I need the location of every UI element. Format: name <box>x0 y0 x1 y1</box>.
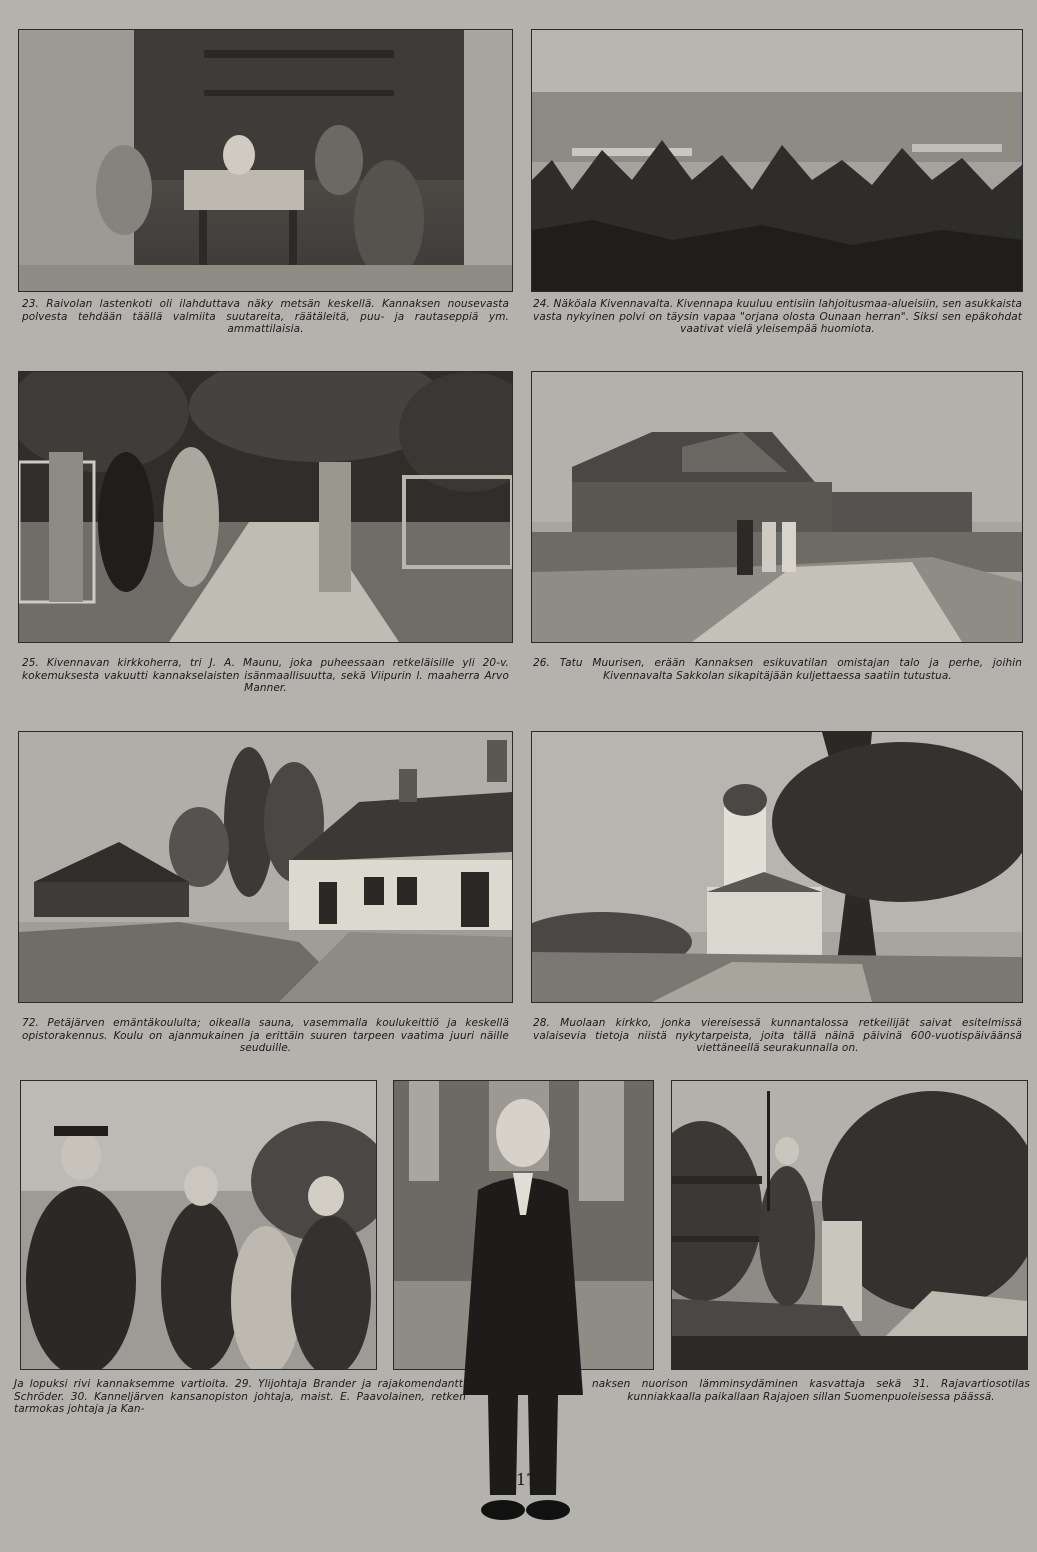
photo-29-group <box>20 1080 377 1370</box>
caption-25: 25. Kivennavan kirkkoherra, tri J. A. Maunu, joka puheessaan retkeläisille yli 20-v. kokemuksesta vakuutti kannakselaisten isänmaallisuutta, sekä Viipurin l. maaherra Arvo Manner. <box>22 657 509 694</box>
caption-26: 26. Tatu Muurisen, erään Kannaksen esikuvatilan omistajan talo ja perhe, joihin Kivennavalta Sakkolan sikapitäjään kuljettaessa saatiin tutustua. <box>533 657 1022 682</box>
caption-30-31-right: naksen nuorison lämminsydäminen kasvattaja sekä 31. Rajavartiosotilas kunniakkaalla paikallaan Rajajoen sillan Suomenpuoleisessa päässä. <box>592 1378 1030 1403</box>
photo-27-school <box>18 731 513 1003</box>
caption-29-30-left: Ja lopuksi rivi kannaksemme vartioita. 29. Ylijohtaja Brander ja rajakomendantti Schröder. 30. Kanneljärven kansanopiston johtaja, maist. E. Paavolainen, retken tarmokas johtaja ja Kan- <box>14 1378 466 1415</box>
photo-31-border-guard <box>671 1080 1028 1370</box>
photo-25-gate <box>18 371 513 643</box>
caption-28: 28. Muolaan kirkko, jonka viereisessä kunnantalossa retkeilijät saivat esitelmissä valaisevia tietoja niistä nykytarpeista, joita tällä näinä päivinä 600-vuotispäiväänsä viettäneellä seurakunnalla on. <box>533 1017 1022 1054</box>
photo-28-church <box>531 731 1023 1003</box>
photo-24-landscape <box>531 29 1023 292</box>
page-number: 175 <box>516 1470 547 1489</box>
caption-23: 23. Raivolan lastenkoti oli ilahduttava näky metsän keskellä. Kannaksen nousevasta polvesta tehdään täällä valmiita suutareita, räätäleitä, puu- ja rautaseppiä ym. ammattilaisia. <box>22 298 509 335</box>
photo-23-workshop <box>18 29 513 292</box>
caption-24: 24. Näköala Kivennavalta. Kivennapa kuuluu entisiin lahjoitusmaa-alueisiin, sen asukkaista vasta nykyinen polvi on täysin vapaa "orjana olosta Ounaan herran". Siksi sen epäkohdat vaativat vielä yleisempää huomiota. <box>533 298 1022 335</box>
photo-26-farmhouse <box>531 371 1023 643</box>
person-figure-paavolainen <box>458 1095 588 1523</box>
caption-27: 72. Petäjärven emäntäkoululta; oikealla sauna, vasemmalla koulukeittiö ja keskellä opistorakennus. Koulu on ajanmukainen ja erittäin suuren tarpeen vaatima juuri näille seuduille. <box>22 1017 509 1054</box>
